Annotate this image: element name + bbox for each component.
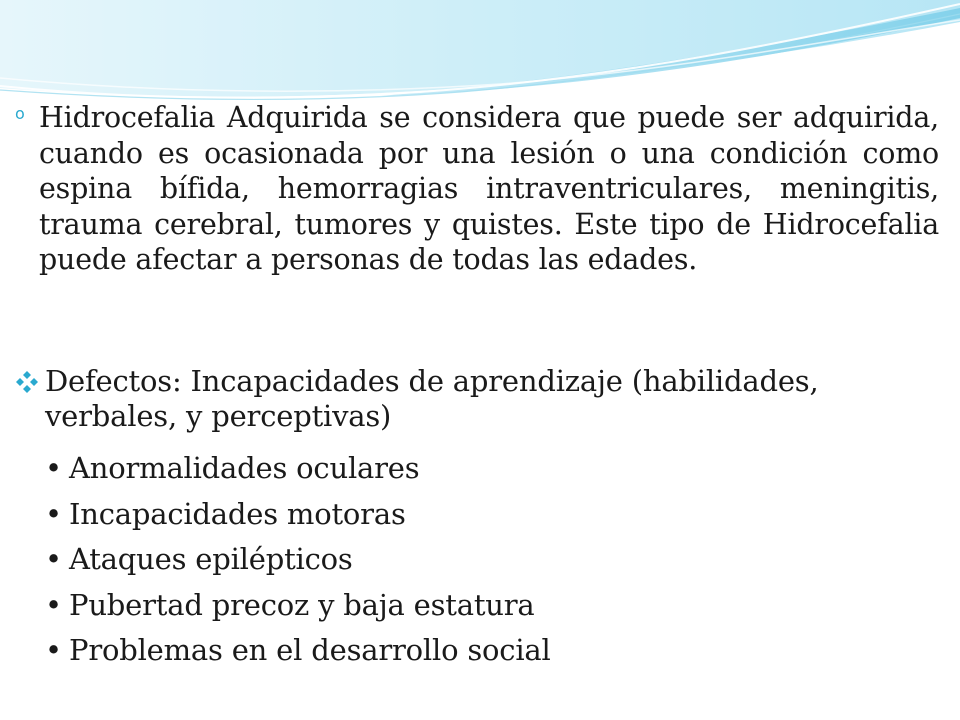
defects-list [45, 446, 551, 674]
list-item-label: Incapacidades motoras [69, 496, 406, 531]
list-item: • Pubertad precoz y baja estatura [45, 587, 535, 622]
list-item: • Ataques epilépticos [45, 542, 353, 576]
list-item: • Anormalidades oculares [45, 451, 420, 485]
paragraph-text: Hidrocefalia Adquirida se considera que puede ser adquirida, cuando es ocasionada por una lesión o una condición como espina bífida, hemorragias intraventriculares, meningitis, trauma cerebral, tumores y quistes. Este tipo de Hidrocefalia puede afectar a personas de todas las edades. [39, 101, 939, 276]
list-item: • Incapacidades motoras [45, 496, 406, 531]
list-item: • Problemas en el desarrollo social [45, 633, 551, 667]
defects-text: Defectos: Incapacidades de aprendizaje (habilidades, verbales, y perceptivas) [45, 364, 819, 433]
list-item-label: Anormalidades oculares [69, 451, 420, 485]
diamond-cluster-icon [14, 369, 40, 395]
list-item-label: Pubertad precoz y baja estatura [69, 587, 535, 622]
list-item-label: Problemas en el desarrollo social [69, 633, 551, 667]
list-item-label: Ataques epilépticos [69, 542, 353, 576]
circle-outline-icon: o [15, 104, 25, 123]
